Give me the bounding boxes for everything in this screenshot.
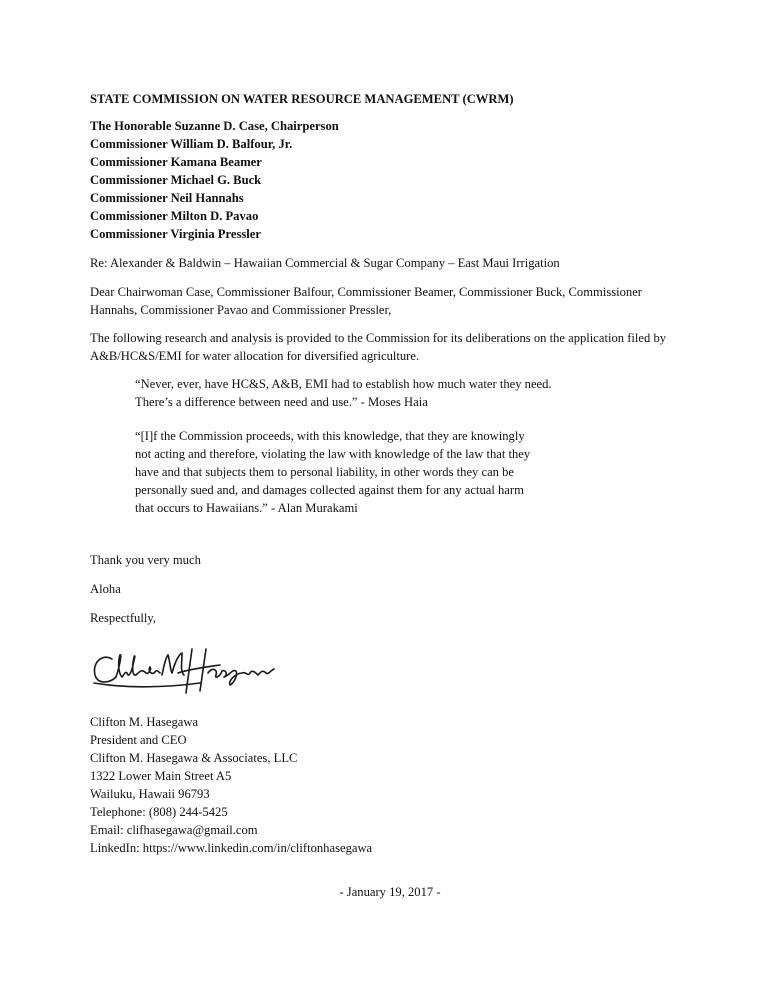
addressee-beamer: Commissioner Kamana Beamer xyxy=(90,155,262,169)
quote-line: not acting and therefore, violating the law with knowledge of the law that they xyxy=(135,447,531,461)
handwritten-signature xyxy=(90,639,290,703)
quote-line: personally sued and, and damages collected against them for any actual harm xyxy=(135,483,524,497)
quote-line: “[I]f the Commission proceeds, with this knowledge, that they are knowingly xyxy=(135,429,525,443)
telephone: Telephone: (808) 244-5425 xyxy=(90,805,228,819)
quote-alan-murakami xyxy=(135,427,605,517)
intro-paragraph: The following research and analysis is provided to the Commission for its deliberations on the application filed by A&B/HC&S/EMI for water allocation for diversified agriculture. xyxy=(90,331,667,363)
quote-line: There’s a difference between need and use.” - Moses Haia xyxy=(135,395,428,409)
address-city: Wailuku, Hawaii 96793 xyxy=(90,787,210,801)
signer-title: President and CEO xyxy=(90,733,187,747)
letter-body xyxy=(90,90,690,899)
quote-line: “Never, ever, have HC&S, A&B, EMI had to establish how much water they need. xyxy=(135,377,552,391)
re-line: Re: Alexander & Baldwin – Hawaiian Commercial & Sugar Company – East Maui Irrigation xyxy=(90,256,560,270)
linkedin: LinkedIn: https://www.linkedin.com/in/cliftonhasegawa xyxy=(90,841,373,855)
addressee-pavao: Commissioner Milton D. Pavao xyxy=(90,209,259,223)
salutation: Dear Chairwoman Case, Commissioner Balfour, Commissioner Beamer, Commissioner Buck, Commissioner Hannahs, Commissioner Pavao and Commissioner Pressler, xyxy=(90,285,642,317)
addressee-balfour: Commissioner William D. Balfour, Jr. xyxy=(90,137,293,151)
closing-aloha: Aloha xyxy=(90,582,121,596)
signature-block xyxy=(90,713,690,857)
address-street: 1322 Lower Main Street A5 xyxy=(90,769,232,783)
addressee-chairperson: The Honorable Suzanne D. Case, Chairperson xyxy=(90,119,339,133)
signer-company: Clifton M. Hasegawa & Associates, LLC xyxy=(90,751,298,765)
letter-date: - January 19, 2017 - xyxy=(339,885,441,899)
email: Email: clifhasegawa@gmail.com xyxy=(90,823,258,837)
quote-line: have and that subjects them to personal liability, in other words they can be xyxy=(135,465,514,479)
addressee-hannahs: Commissioner Neil Hannahs xyxy=(90,191,244,205)
closing-respectfully: Respectfully, xyxy=(90,611,156,625)
quote-line: that occurs to Hawaiians.” - Alan Murakami xyxy=(135,501,358,515)
signer-name: Clifton M. Hasegawa xyxy=(90,715,199,729)
addressee-pressler: Commissioner Virginia Pressler xyxy=(90,227,261,241)
addressee-buck: Commissioner Michael G. Buck xyxy=(90,173,262,187)
addressee-list xyxy=(90,117,690,243)
closing-thanks: Thank you very much xyxy=(90,553,201,567)
quote-moses-haia xyxy=(135,375,605,411)
letter-heading: STATE COMMISSION ON WATER RESOURCE MANAGEMENT (CWRM) xyxy=(90,92,514,106)
